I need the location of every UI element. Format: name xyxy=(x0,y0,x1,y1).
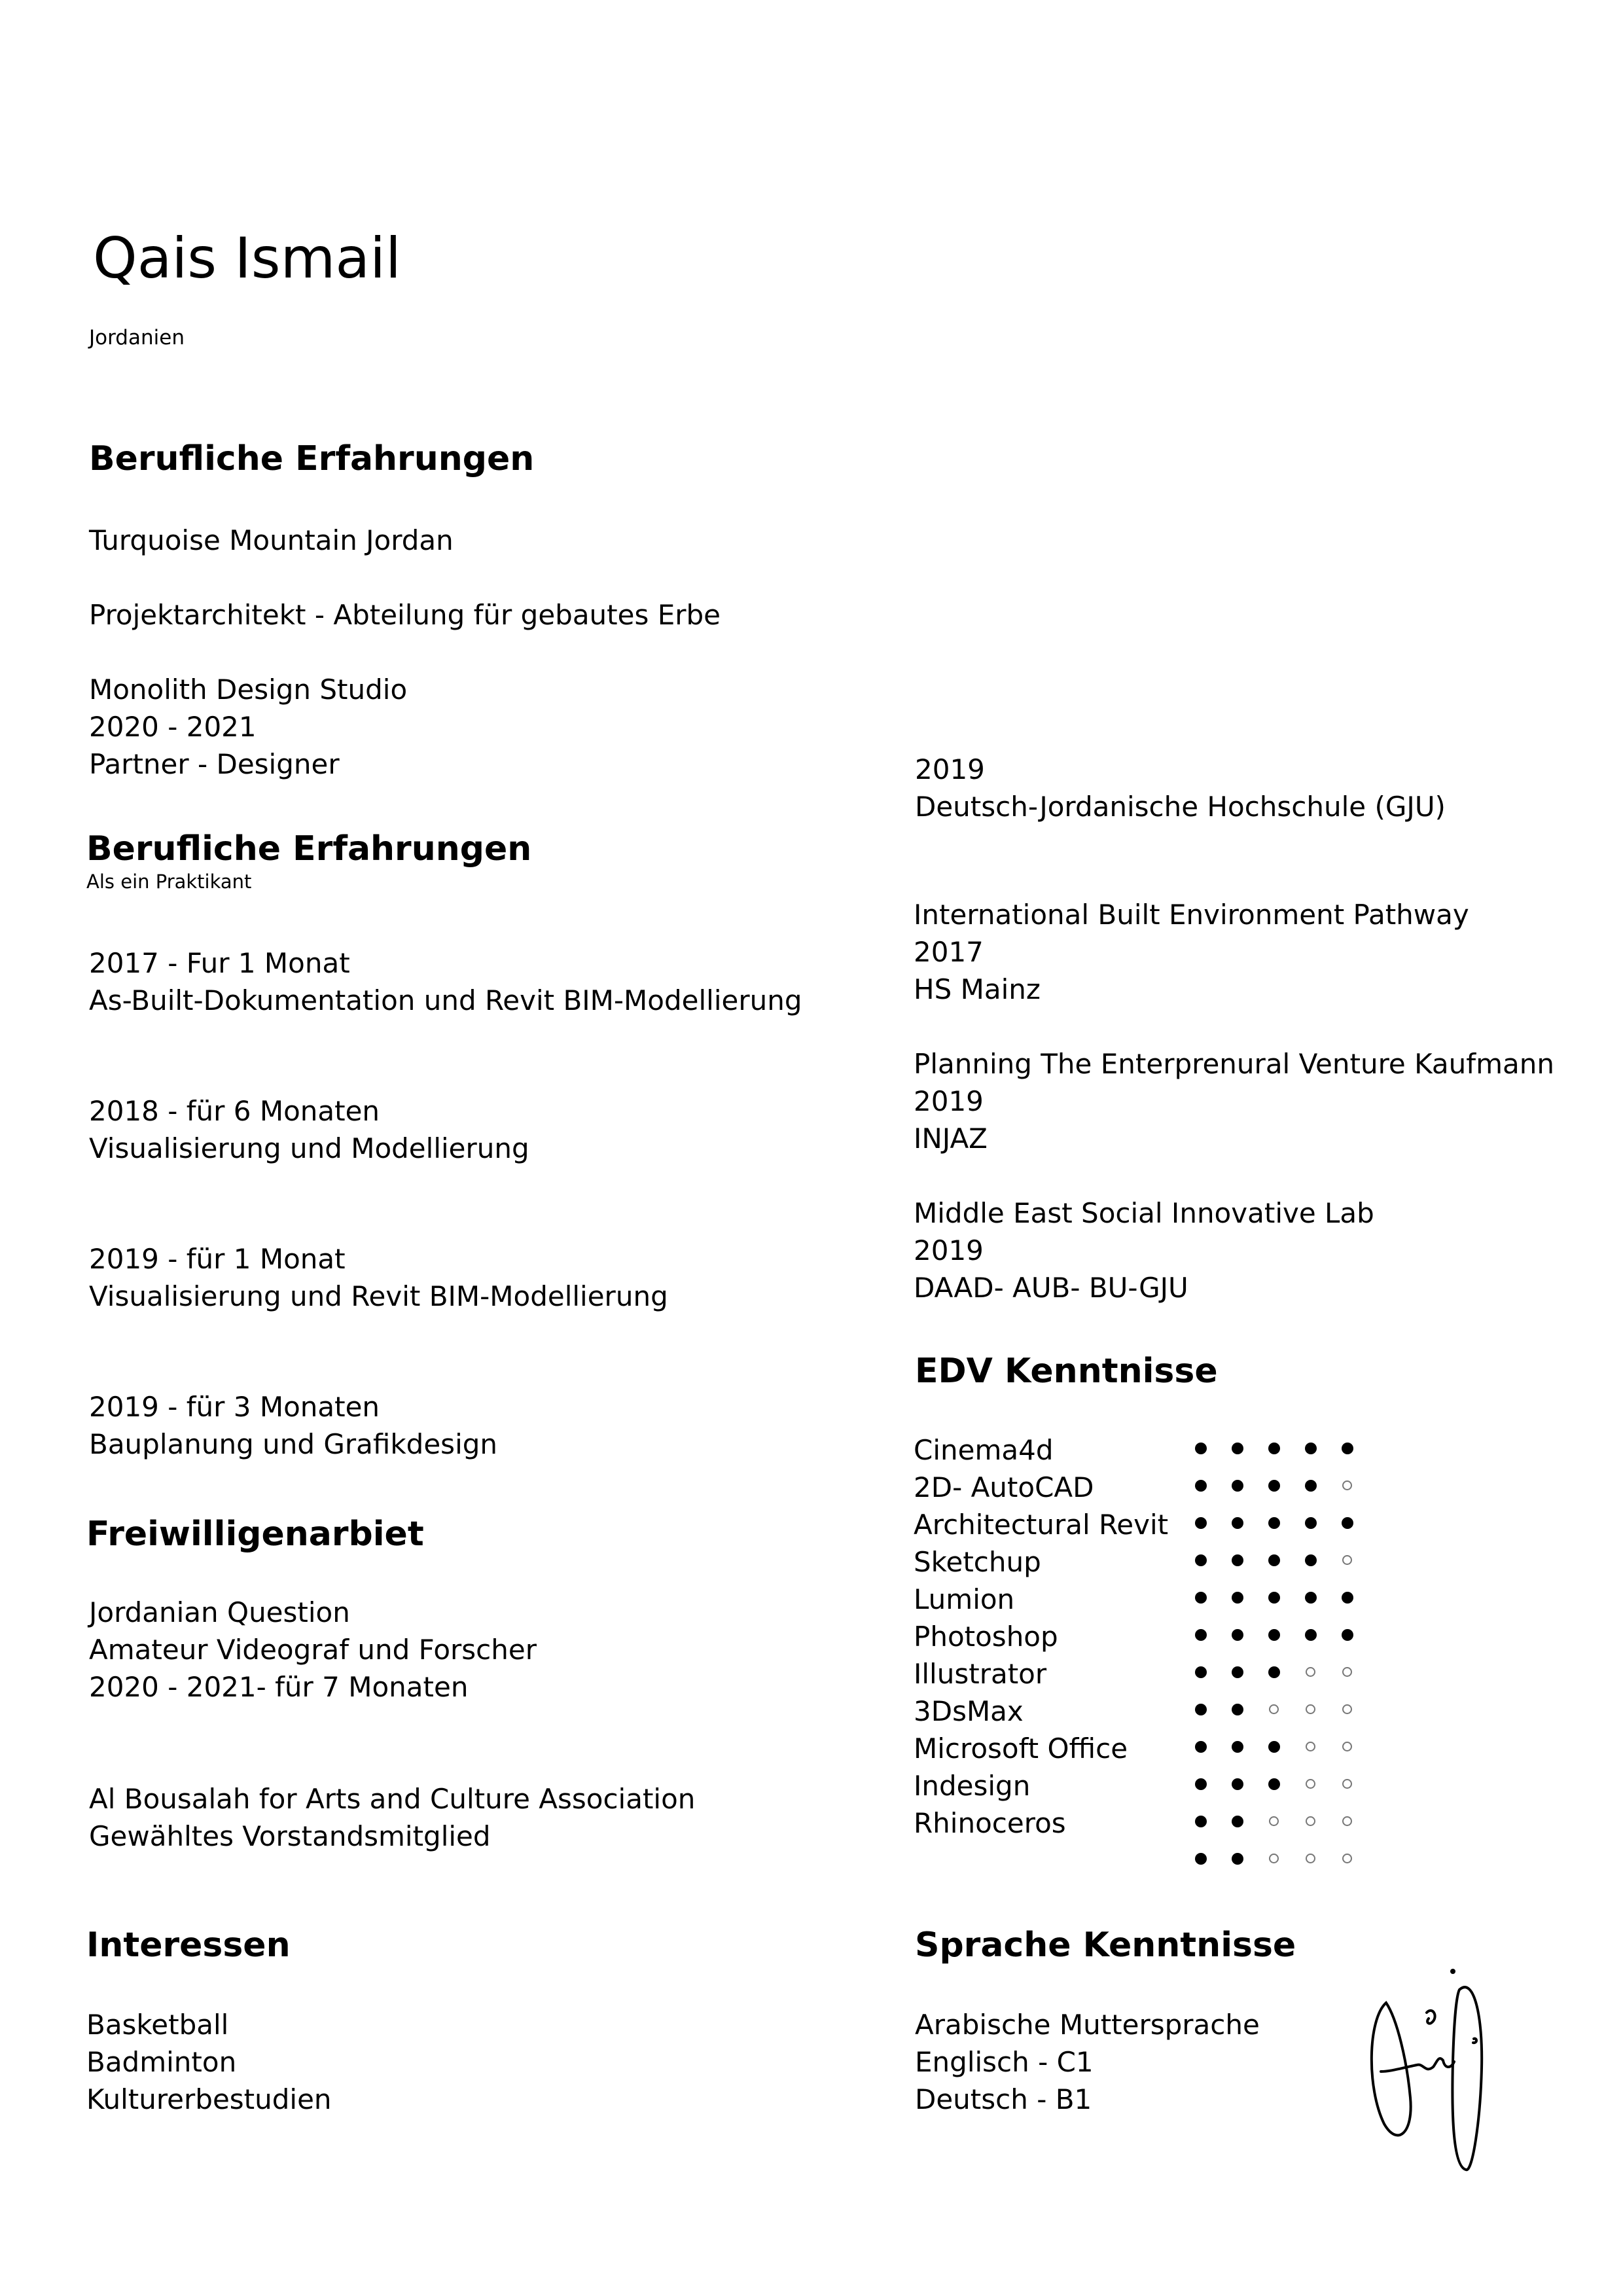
filled-dot-icon xyxy=(1232,1629,1243,1641)
filled-dot-icon xyxy=(1268,1443,1280,1454)
filled-dot-icon xyxy=(1195,1629,1207,1641)
filled-dot-icon xyxy=(1305,1443,1317,1454)
volunteer-line: Jordanian Question xyxy=(89,1596,350,1628)
language-item: Arabische Muttersprache xyxy=(915,2009,1260,2041)
filled-dot-icon xyxy=(1305,1480,1317,1492)
empty-dot-icon xyxy=(1342,1742,1352,1751)
skill-rating-row xyxy=(1195,1467,1378,1504)
skill-name: Photoshop xyxy=(914,1621,1058,1653)
volunteer-line xyxy=(89,1706,695,1743)
empty-dot-icon xyxy=(1306,1816,1315,1826)
education-line: 2019 xyxy=(915,753,985,785)
internship-entry xyxy=(89,1388,497,1463)
skill-name: 3DsMax xyxy=(914,1695,1024,1727)
experience-line: Projektarchitekt - Abteilung für gebautes Erbe xyxy=(89,599,721,631)
languages-list xyxy=(915,2006,1260,2118)
volunteer-line xyxy=(89,1743,695,1780)
skill-rating-row xyxy=(1195,1691,1378,1728)
filled-dot-icon xyxy=(1195,1554,1207,1566)
empty-dot-icon xyxy=(1306,1667,1315,1677)
education-line: 2019 xyxy=(914,1234,984,1266)
interest-item: Basketball xyxy=(86,2009,229,2041)
empty-dot-icon xyxy=(1306,1854,1315,1863)
filled-dot-icon xyxy=(1305,1592,1317,1604)
skill-name: Microsoft Office xyxy=(914,1732,1128,1765)
empty-dot-icon xyxy=(1342,1816,1352,1826)
internship-period: 2019 - für 1 Monat xyxy=(89,1243,346,1275)
filled-dot-icon xyxy=(1232,1778,1243,1790)
skill-name: Indesign xyxy=(914,1770,1031,1802)
volunteer-heading: Freiwilligenarbiet xyxy=(86,1515,424,1554)
skill-name: Illustrator xyxy=(914,1658,1047,1690)
filled-dot-icon xyxy=(1305,1629,1317,1641)
filled-dot-icon xyxy=(1195,1666,1207,1678)
internship-period: 2017 - Fur 1 Monat xyxy=(89,947,350,979)
empty-dot-icon xyxy=(1342,1704,1352,1714)
empty-dot-icon xyxy=(1306,1742,1315,1751)
filled-dot-icon xyxy=(1268,1517,1280,1529)
filled-dot-icon xyxy=(1342,1517,1353,1529)
skill-rating-row xyxy=(1195,1765,1378,1803)
filled-dot-icon xyxy=(1232,1592,1243,1604)
filled-dot-icon xyxy=(1195,1517,1207,1529)
experience-line: Monolith Design Studio xyxy=(89,673,408,706)
filled-dot-icon xyxy=(1232,1554,1243,1566)
empty-dot-icon xyxy=(1342,1555,1352,1565)
education-line xyxy=(914,1008,1554,1045)
filled-dot-icon xyxy=(1195,1778,1207,1790)
filled-dot-icon xyxy=(1268,1778,1280,1790)
filled-dot-icon xyxy=(1342,1443,1353,1454)
internship-role: Bauplanung und Grafikdesign xyxy=(89,1428,498,1460)
skill-rating-row xyxy=(1195,1579,1378,1616)
skill-rating-row xyxy=(1195,1504,1378,1541)
languages-heading: Sprache Kenntnisse xyxy=(915,1926,1296,1965)
internship-entry xyxy=(89,1092,529,1167)
volunteer-line: 2020 - 2021- für 7 Monaten xyxy=(89,1671,469,1703)
filled-dot-icon xyxy=(1232,1853,1243,1865)
skill-name: Sketchup xyxy=(914,1546,1041,1578)
filled-dot-icon xyxy=(1232,1666,1243,1678)
filled-dot-icon xyxy=(1232,1741,1243,1753)
internship-role: As-Built-Dokumentation und Revit BIM-Modellierung xyxy=(89,984,802,1016)
volunteer-list xyxy=(89,1594,695,1855)
internship-heading: Berufliche Erfahrungen xyxy=(86,829,532,869)
education-line: 2017 xyxy=(914,936,984,968)
skill-name: Architectural Revit xyxy=(914,1509,1169,1541)
empty-dot-icon xyxy=(1269,1704,1279,1714)
empty-dot-icon xyxy=(1342,1854,1352,1863)
filled-dot-icon xyxy=(1195,1853,1207,1865)
language-item: Englisch - C1 xyxy=(915,2046,1094,2078)
filled-dot-icon xyxy=(1342,1592,1353,1604)
filled-dot-icon xyxy=(1268,1480,1280,1492)
empty-dot-icon xyxy=(1342,1779,1352,1789)
filled-dot-icon xyxy=(1232,1480,1243,1492)
filled-dot-icon xyxy=(1232,1704,1243,1715)
experience-line xyxy=(89,559,721,596)
applicant-name: Qais Ismail xyxy=(93,226,401,291)
experience-line: Turquoise Mountain Jordan xyxy=(89,524,454,556)
education-line: 2019 xyxy=(914,1085,984,1117)
interests-list xyxy=(86,2006,332,2118)
empty-dot-icon xyxy=(1269,1816,1279,1826)
empty-dot-icon xyxy=(1269,1854,1279,1863)
volunteer-line: Amateur Videograf und Forscher xyxy=(89,1634,537,1666)
education-line: Middle East Social Innovative Lab xyxy=(914,1197,1374,1229)
language-item: Deutsch - B1 xyxy=(915,2083,1092,2115)
filled-dot-icon xyxy=(1305,1554,1317,1566)
education-line: DAAD- AUB- BU-GJU xyxy=(914,1272,1188,1304)
filled-dot-icon xyxy=(1232,1443,1243,1454)
skill-rating-row xyxy=(1195,1803,1378,1840)
filled-dot-icon xyxy=(1195,1592,1207,1604)
experience-list xyxy=(89,522,721,783)
skill-name: Rhinoceros xyxy=(914,1807,1066,1839)
interest-item: Badminton xyxy=(86,2046,237,2078)
education-list xyxy=(914,896,1554,1306)
education-line: INJAZ xyxy=(914,1122,988,1155)
filled-dot-icon xyxy=(1232,1816,1243,1827)
filled-dot-icon xyxy=(1268,1741,1280,1753)
skill-rating-row xyxy=(1195,1429,1378,1467)
education-first xyxy=(915,751,1446,825)
internship-entry xyxy=(89,1240,668,1315)
internship-period: 2019 - für 3 Monaten xyxy=(89,1391,380,1423)
filled-dot-icon xyxy=(1195,1741,1207,1753)
empty-dot-icon xyxy=(1306,1704,1315,1714)
applicant-country: Jordanien xyxy=(89,326,185,350)
internship-role: Visualisierung und Revit BIM-Modellierung xyxy=(89,1280,668,1312)
filled-dot-icon xyxy=(1268,1554,1280,1566)
skill-rating-grid xyxy=(1195,1429,1378,1877)
empty-dot-icon xyxy=(1342,1480,1352,1490)
filled-dot-icon xyxy=(1195,1480,1207,1492)
experience-heading: Berufliche Erfahrungen xyxy=(89,439,535,478)
filled-dot-icon xyxy=(1232,1517,1243,1529)
skill-name: Lumion xyxy=(914,1583,1015,1615)
volunteer-line: Al Bousalah for Arts and Culture Association xyxy=(89,1783,696,1815)
skill-rating-row xyxy=(1195,1541,1378,1579)
internship-entry xyxy=(89,944,802,1019)
edv-heading: EDV Kenntnisse xyxy=(915,1352,1218,1391)
internship-subheading: Als ein Praktikant xyxy=(86,870,252,893)
skill-rating-row xyxy=(1195,1653,1378,1691)
empty-dot-icon xyxy=(1306,1779,1315,1789)
skill-rating-row xyxy=(1195,1728,1378,1765)
filled-dot-icon xyxy=(1195,1704,1207,1715)
skill-rating-row xyxy=(1195,1616,1378,1653)
volunteer-line: Gewähltes Vorstandsmitglied xyxy=(89,1820,491,1852)
filled-dot-icon xyxy=(1268,1592,1280,1604)
filled-dot-icon xyxy=(1342,1629,1353,1641)
education-line: Deutsch-Jordanische Hochschule (GJU) xyxy=(915,791,1446,823)
edv-skill-list xyxy=(914,1431,1168,1842)
experience-line: 2020 - 2021 xyxy=(89,711,257,743)
filled-dot-icon xyxy=(1305,1517,1317,1529)
education-line xyxy=(914,1157,1554,1194)
empty-dot-icon xyxy=(1342,1667,1352,1677)
internship-period: 2018 - für 6 Monaten xyxy=(89,1095,380,1127)
skill-name: Cinema4d xyxy=(914,1434,1054,1466)
education-line: HS Mainz xyxy=(914,973,1041,1005)
experience-line xyxy=(89,634,721,671)
interests-heading: Interessen xyxy=(86,1926,291,1965)
experience-line: Partner - Designer xyxy=(89,748,340,780)
filled-dot-icon xyxy=(1195,1443,1207,1454)
interest-item: Kulturerbestudien xyxy=(86,2083,332,2115)
handwritten-signature-icon xyxy=(1361,1957,1518,2182)
filled-dot-icon xyxy=(1268,1666,1280,1678)
education-line: International Built Environment Pathway xyxy=(914,899,1469,931)
education-line: Planning The Enterprenural Venture Kaufmann xyxy=(914,1048,1554,1080)
skill-rating-row xyxy=(1195,1840,1378,1877)
internship-role: Visualisierung und Modellierung xyxy=(89,1132,529,1164)
skill-name: 2D- AutoCAD xyxy=(914,1471,1094,1503)
filled-dot-icon xyxy=(1195,1816,1207,1827)
filled-dot-icon xyxy=(1268,1629,1280,1641)
